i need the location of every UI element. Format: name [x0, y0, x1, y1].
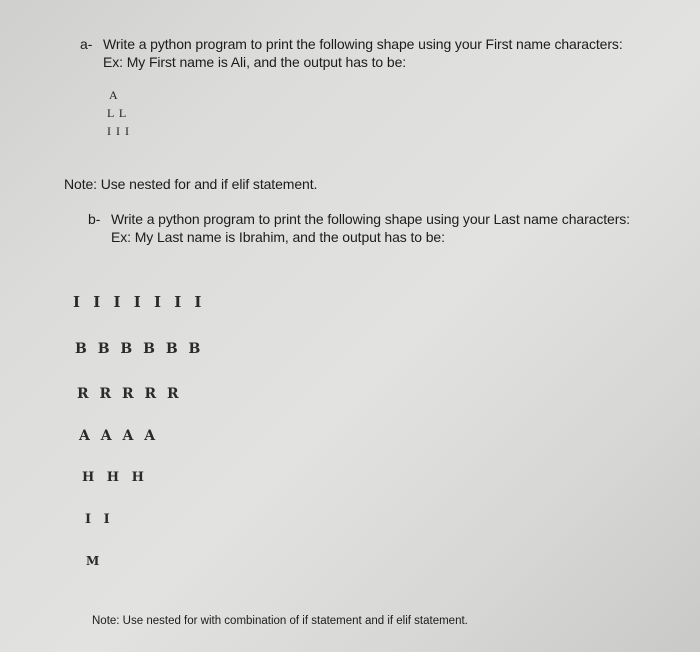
part-b-example: Ex: My Last name is Ibrahim, and the output has to be: — [111, 229, 445, 245]
part-b-shape-row-4: A A A A — [79, 428, 159, 444]
part-b-shape-row-2: B B B B B B — [75, 341, 204, 357]
part-b-shape-row-5: H H H — [82, 470, 148, 485]
note-part-a: Note: Use nested for and if elif statement. — [64, 176, 318, 192]
part-b-shape-row-3: R R R R R — [77, 386, 182, 402]
part-a-example: Ex: My First name is Ali, and the output has to be: — [103, 54, 407, 70]
part-a-shape-row-1: A — [109, 88, 119, 102]
note-part-b: Note: Use nested for with combination of if statement and if elif statement. — [92, 615, 468, 627]
part-b-marker: b- — [88, 211, 101, 227]
part-b-shape-row-6: I I — [85, 512, 114, 527]
part-b-shape-row-7: M — [86, 554, 100, 568]
part-a-marker: a- — [80, 36, 93, 52]
part-a-instruction: Write a python program to print the following shape using your First name characters: — [103, 36, 623, 52]
part-b-shape-row-1: I I I I I I I — [73, 293, 206, 311]
part-b-instruction: Write a python program to print the following shape using your Last name characters: — [111, 211, 630, 227]
part-a-shape-row-2: L L — [107, 106, 128, 120]
part-a-shape-row-3: I I I — [107, 124, 130, 138]
